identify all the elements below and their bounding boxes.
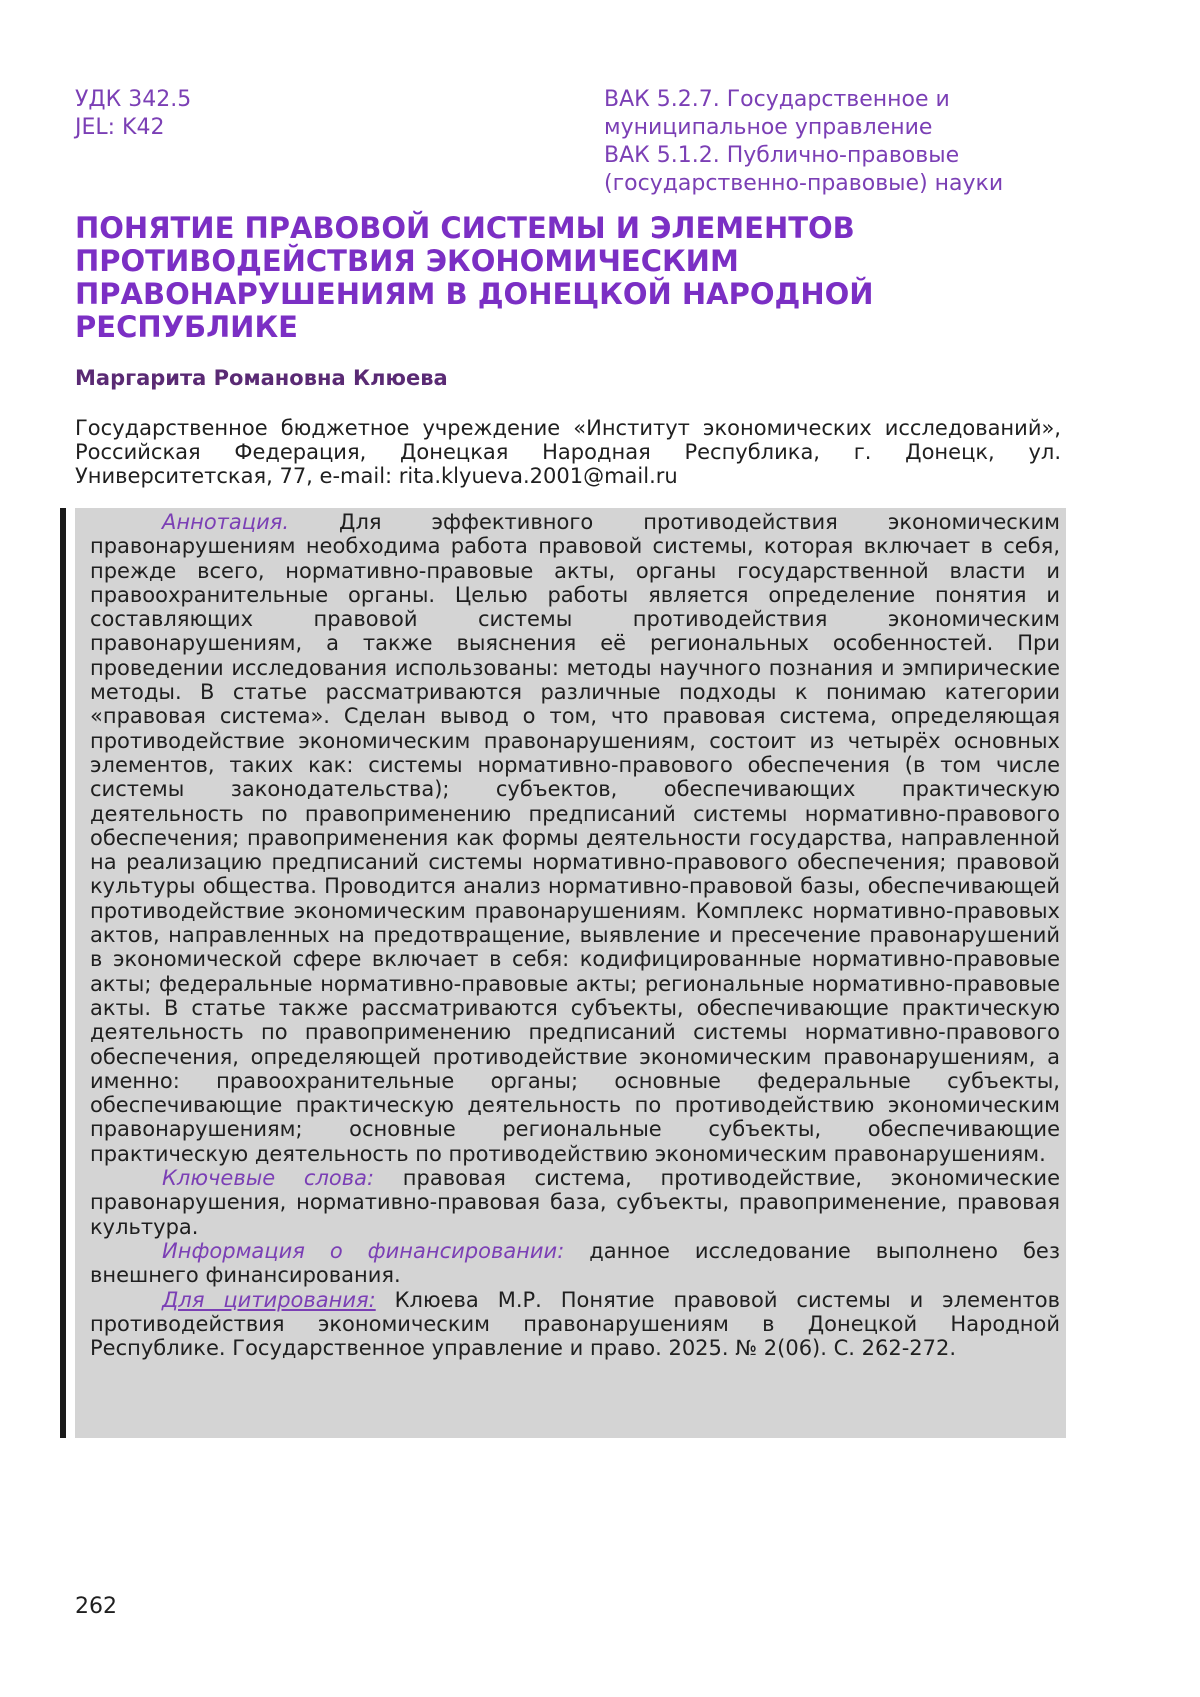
vak-code-2-line-1: ВАК 5.1.2. Публично-правовые (604, 143, 960, 168)
article-title: ПОНЯТИЕ ПРАВОВОЙ СИСТЕМЫ И ЭЛЕМЕНТОВ ПРОТИВОДЕЙСТВИЯ ЭКОНОМИЧЕСКИМ ПРАВОНАРУШЕНИЯМ В ДОНЕЦКОЙ НАРОДНОЙ РЕСПУБЛИКЕ (75, 211, 874, 344)
keywords-paragraph (90, 1166, 1060, 1239)
citation-paragraph (90, 1288, 1060, 1361)
vak-code-1-line-2: муниципальное управление (604, 115, 933, 140)
citation-label: Для цитирования: (162, 1287, 376, 1312)
abstract-background (75, 508, 1066, 1438)
vak-block (604, 86, 1164, 198)
udk-code: УДК 342.5 (75, 87, 192, 112)
abstract-content (90, 510, 1060, 1360)
vak-code-2-line-2: (государственно-правовые) науки (604, 171, 1004, 196)
jel-code: JEL: K42 (75, 115, 165, 140)
keywords-label: Ключевые слова: (162, 1166, 375, 1191)
abstract-body: Для эффективного противодействия экономическим правонарушениям необходима работа правовой системы, которая включает в себя, прежде всего, нормативно-правовые акты, органы государственной власти и правоохранительные органы. Целью работы является определение понятия и составляющих правовой системы противодействия экономическим правонарушениям, а также выяснения её региональных особенностей. При проведении исследования использованы: методы научного познания и эмпирические методы. В статье рассматриваются различные подходы к понимаю категории «правовая система». Сделан вывод о том, что правовая система, определяющая противодействие экономическим правонарушениям, состоит из четырёх основных элементов, таких как: системы нормативно-правового обеспечения (в том числе системы законодательства); субъектов, обеспечивающих практическую деятельность по правоприменению предписаний системы нормативно-правового обеспечения; правоприменения как формы деятельности государства, направленной на реализацию предписаний системы нормативно-правового обеспечения; правовой культуры общества. Проводится анализ нормативно-правовой базы, обеспечивающей противодействие экономическим правонарушениям. Комплекс нормативно-правовых актов, направленных на предотвращение, выявление и пресечение правонарушений в экономической сфере включает в себя: кодифицированные нормативно-правовые акты; федеральные нормативно-правовые акты; региональные нормативно-правовые акты. В статье также рассматриваются субъекты, обеспечивающие практическую деятельность по правоприменению предписаний системы нормативно-правового обеспечения, определяющей противодействие экономическим правонарушениям, а именно: правоохранительные органы; основные федеральные субъекты, обеспечивающие практическую деятельность по противодействию экономическим правонарушениям; основные региональные субъекты, обеспечивающие практическую деятельность по противодействию экономическим правонарушениям. (90, 510, 1060, 1166)
udk-jel-block (75, 86, 535, 142)
abstract-paragraph (90, 510, 1060, 1166)
keywords-body: правовая система, противодействие, экономические правонарушения, нормативно-правовая база, субъекты, правоприменение, правовая культура. (90, 1166, 1060, 1239)
citation-body: Клюева М.Р. Понятие правовой системы и элементов противодействия экономическим правонарушениям в Донецкой Народной Республике. Государственное управление и право. 2025. № 2(06). С. 262-272. (90, 1287, 1060, 1361)
funding-paragraph (90, 1239, 1060, 1288)
author-name: Маргарита Романовна Клюева (75, 366, 448, 390)
abstract-panel (60, 508, 1070, 1438)
author-affiliation: Государственное бюджетное учреждение «Институт экономических исследований», Российская Федерация, Донецкая Народная Республика, г. Донецк, ул. Университетская, 77, e-mail: rita.klyueva.2001@mail.ru (75, 416, 1061, 488)
page-number: 262 (75, 1594, 117, 1619)
funding-label: Информация о финансировании: (162, 1238, 565, 1263)
funding-body: данное исследование выполнено без внешнего финансирования. (90, 1238, 1060, 1288)
abstract-label: Аннотация. (162, 510, 290, 534)
vak-code-1-line-1: ВАК 5.2.7. Государственное и (604, 87, 950, 112)
